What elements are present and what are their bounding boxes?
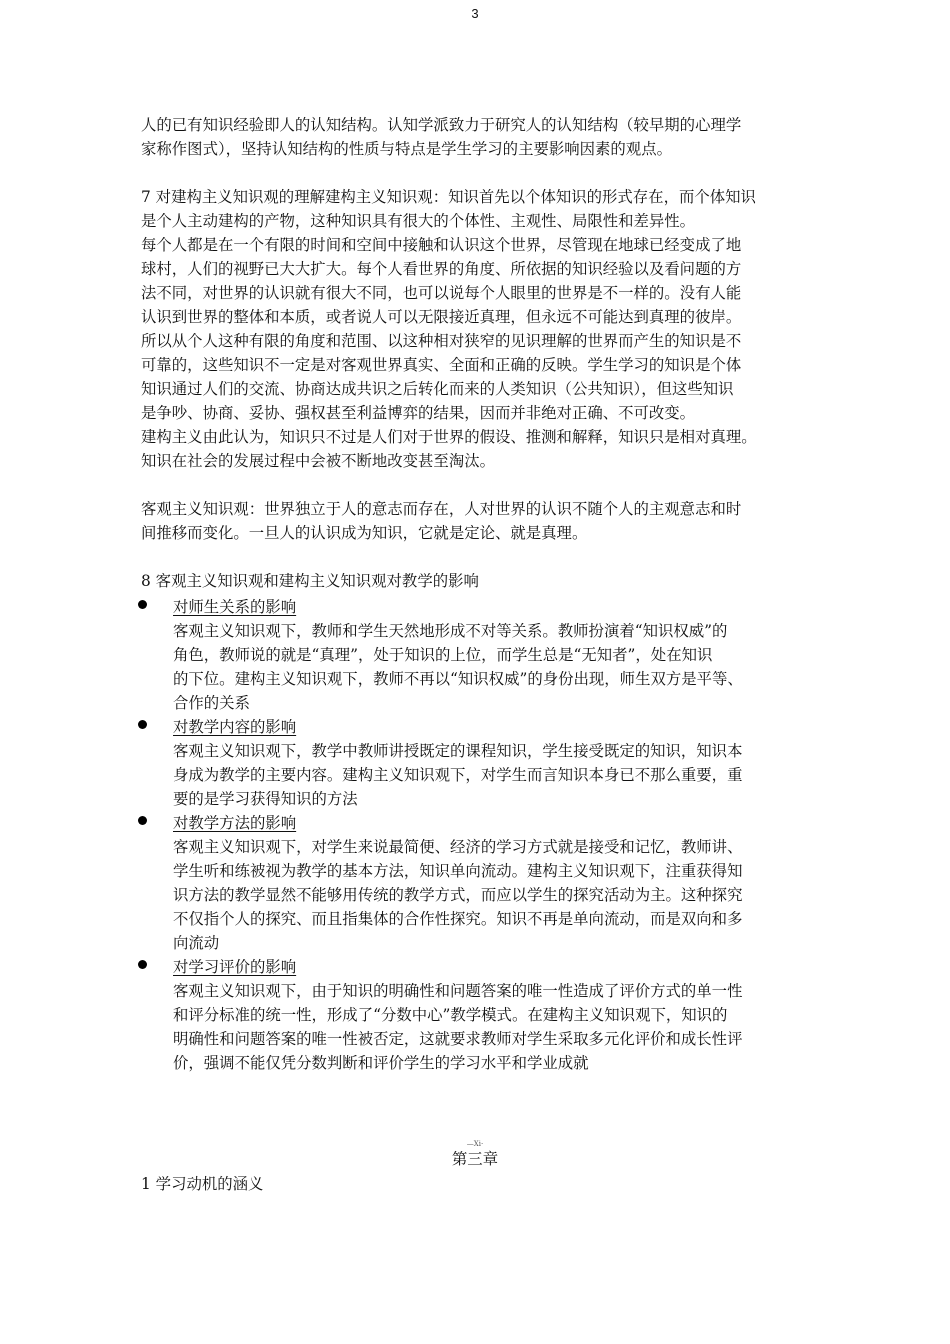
list-item <box>141 811 831 955</box>
list-item <box>141 955 831 1075</box>
list-item <box>141 715 831 811</box>
page-body <box>141 113 831 1075</box>
bullet-icon <box>138 816 147 825</box>
list-item <box>141 595 831 715</box>
bullet-body: 客观主义知识观下，教师和学生天然地形成不对等关系。教师扮演着“知识权威”的 角色，教师说的就是“真理”，处于知识的上位，而学生总是“无知者”，处在知识 的下位。建构主义知识观下，教师不再以“知识权威”的身份出现，师生双方是平等、 合作的关系 <box>173 622 743 712</box>
bullet-body: 客观主义知识观下，对学生来说最简便、经济的学习方式就是接受和记忆，教师讲、 学生听和练被视为教学的基本方法，知识单向流动。建构主义知识观下，注重获得知 识方法的教学显然不能够用传统的教学方式，而应以学生的探究活动为主。这种探究 不仅指个人的探究、而且指集体的合作性探究。知识不再是单向流动，而是双向和多 向流动 <box>173 838 743 952</box>
bullet-icon <box>138 960 147 969</box>
page-number: 3 <box>471 6 479 21</box>
paragraph-relative-truth: 建构主义由此认为，知识只不过是人们对于世界的假设、推测和解释，知识只是相对真理。 知识在社会的发展过程中会被不断地改变甚至淘汰。 <box>141 428 757 470</box>
chapter-mark: —Xi· <box>466 1140 484 1148</box>
bullet-icon <box>138 600 147 609</box>
paragraph-limited-view: 每个人都是在一个有限的时间和空间中接触和认识这个世界，尽管现在地球已经变成了地 球村，人们的视野已大大扩大。每个人看世界的角度、所依据的知识经验以及看问题的方 法不同，对世界的认识就有很大不同，也可以说每个人眼里的世界是不一样的。没有人能 认识到世界的整体和本质，或者说人可以无限接近真理，但永远不可能达到真理的彼岸。 <box>141 236 742 326</box>
section-heading-motivation: 1 学习动机的涵义 <box>141 1175 264 1193</box>
paragraph-objectivist-knowledge: 客观主义知识观：世界独立于人的意志而存在，人对世界的认识不随个人的主观意志和时 间推移而变化。一旦人的认识成为知识，它就是定论、就是真理。 <box>141 500 742 542</box>
bullet-title: 对教学方法的影响 <box>173 814 297 832</box>
bullet-body: 客观主义知识观下，教学中教师讲授既定的课程知识，学生接受既定的知识，知识本 身成为教学的主要内容。建构主义知识观下，对学生而言知识本身已不那么重要，重 要的是学习获得知识的方法 <box>173 742 743 808</box>
paragraph-cognitive-structure: 人的已有知识经验即人的认知结构。认知学派致力于研究人的认知结构（较早期的心理学 家称作图式），坚持认知结构的性质与特点是学生学习的主要影响因素的观点。 <box>141 116 742 158</box>
chapter-header <box>0 1140 950 1170</box>
bullet-title: 对学习评价的影响 <box>173 958 297 976</box>
bullet-title: 对教学内容的影响 <box>173 718 297 736</box>
chapter-title: 第三章 <box>451 1150 499 1168</box>
section-heading-teaching-impact: 8 客观主义知识观和建构主义知识观对教学的影响 <box>141 572 479 590</box>
paragraph-constructivist-knowledge: 7 对建构主义知识观的理解建构主义知识观：知识首先以个体知识的形式存在，而个体知识 是个人主动建构的产物，这种知识具有很大的个体性、主观性、局限性和差异性。 <box>141 188 756 230</box>
paragraph-unreliable-knowledge: 所以从个人这种有限的角度和范围、以这种相对狭窄的见识理解的世界而产生的知识是不 可靠的，这些知识不一定是对客观世界真实、全面和正确的反映。学生学习的知识是个体 知识通过人们的交流、协商达成共识之后转化而来的人类知识（公共知识），但这些知识 是争吵、协商、妥协、强权甚至利益博弈的结果，因而并非绝对正确、不可改变。 <box>141 332 742 422</box>
bullet-icon <box>138 720 147 729</box>
bullet-body: 客观主义知识观下，由于知识的明确性和问题答案的唯一性造成了评价方式的单一性 和评分标准的统一性，形成了“分数中心”教学模式。在建构主义知识观下，知识的 明确性和问题答案的唯一性被否定，这就要求教师对学生采取多元化评价和成长性评 价，强调不能仅凭分数判断和评价学生的学习水平和学业成就 <box>173 982 743 1072</box>
bullet-title: 对师生关系的影响 <box>173 598 297 616</box>
